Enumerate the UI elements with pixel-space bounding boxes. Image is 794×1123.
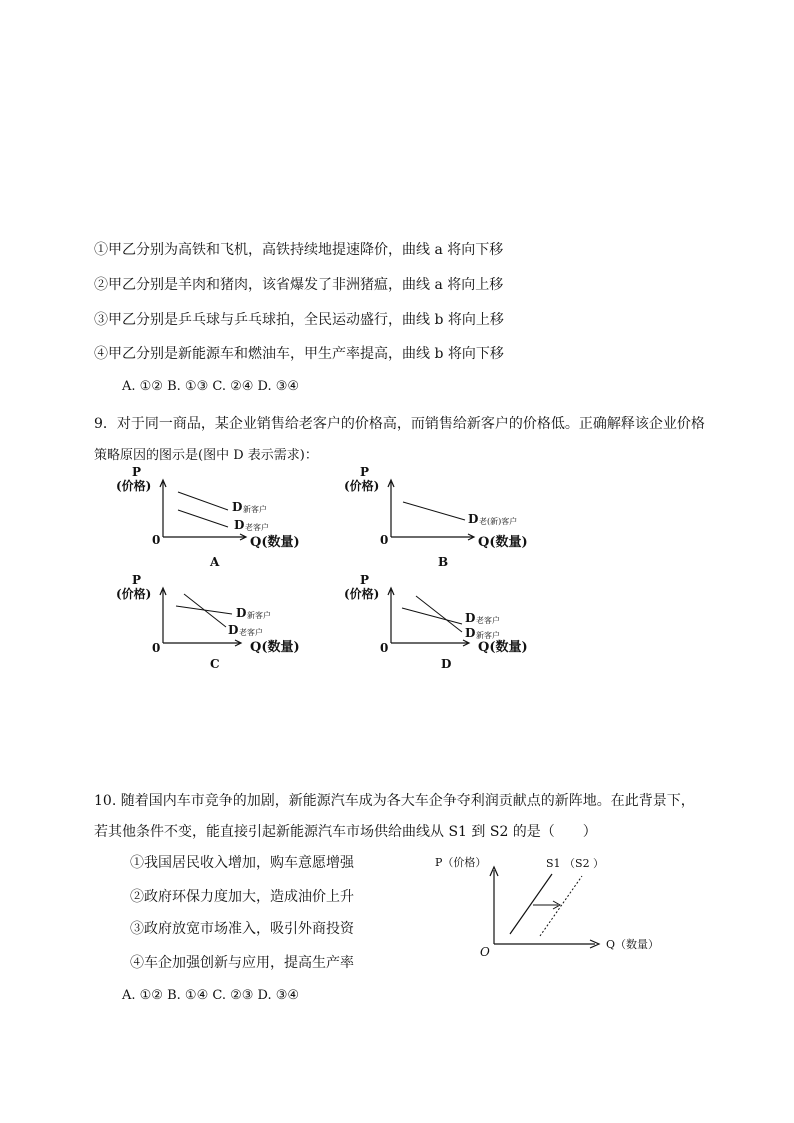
q8-option-2: ②甲乙分别是羊肉和猪肉，该省爆发了非洲猪瘟，曲线 a 将向上移 <box>94 277 504 293</box>
q10-option-2: ②政府环保力度加大，造成油价上升 <box>130 889 354 905</box>
d-sub-label: 老(新)客户 <box>479 517 518 526</box>
d-label: D <box>228 623 239 637</box>
demand-curve-old <box>184 594 226 627</box>
d-sub-label: 新客户 <box>247 611 271 620</box>
p-axis-sub: (价格) <box>344 587 380 601</box>
p-axis-label: P <box>360 465 370 479</box>
graph-label: C <box>210 657 220 671</box>
q-axis-label: Q(数量) <box>478 640 528 655</box>
p-axis-label: P <box>360 573 370 587</box>
origin-label: 0 <box>380 641 389 655</box>
q8-answer-choices: A. ①② B. ①③ C. ②④ D. ③④ <box>122 379 300 394</box>
d-label: D <box>234 518 245 532</box>
demand-curve-old <box>178 510 228 527</box>
q9-stem-line-2: 策略原因的图示是(图中 D 表示需求)： <box>94 448 318 463</box>
d-sub-label: 老客户 <box>245 523 269 532</box>
demand-curve-old-new <box>403 502 465 520</box>
origin-label: 0 <box>152 533 161 547</box>
q10-stem-line-1: 10. 随着国内车市竞争的加剧，新能源汽车成为各大车企争夺利润贡献点的新阵地。在此背景下， <box>94 793 695 809</box>
p-axis-sub: (价格) <box>116 479 152 493</box>
q10-option-1: ①我国居民收入增加，购车意愿增强 <box>130 855 354 871</box>
d-sub-label: 新客户 <box>243 505 267 514</box>
q-axis-label: Q(数量) <box>478 535 528 550</box>
demand-curve-new <box>178 492 228 510</box>
origin-label: 0 <box>380 533 389 547</box>
q10-stem-line-2: 若其他条件不变，能直接引起新能源汽车市场供给曲线从 S1 到 S2 的是（ ） <box>94 824 597 840</box>
q8-option-4: ④甲乙分别是新能源车和燃油车，甲生产率提高，曲线 b 将向下移 <box>94 346 504 362</box>
q-axis-label: Q(数量) <box>250 535 300 550</box>
q9-graph-d <box>338 570 558 680</box>
q10-option-3: ③政府放宽市场准入，吸引外商投资 <box>130 921 354 937</box>
p-axis-label: P <box>132 465 142 479</box>
origin-label: O <box>480 945 490 959</box>
p-axis-sub: (价格) <box>116 587 152 601</box>
p-axis-label: P（价格） <box>435 856 487 869</box>
q10-supply-graph <box>430 850 690 960</box>
d-label: D <box>232 500 243 514</box>
graph-label: D <box>441 657 452 671</box>
d-sub-label: 新客户 <box>476 631 500 640</box>
q9-graph-c <box>110 570 330 680</box>
curve-label: S1 （S2 ） <box>546 857 605 870</box>
q9-graph-a <box>110 462 330 572</box>
p-axis-sub: (价格) <box>344 479 380 493</box>
q10-option-4: ④车企加强创新与应用，提高生产率 <box>130 955 354 971</box>
d-label: D <box>465 611 476 625</box>
q9-stem-line-1: 9．对于同一商品，某企业销售给老客户的价格高，而销售给新客户的价格低。正确解释该企业价格 <box>94 416 705 432</box>
q-axis-label: Q(数量) <box>250 640 300 655</box>
d-label: D <box>465 626 476 640</box>
demand-curve-old <box>402 608 462 624</box>
q10-answer-choices: A. ①② B. ①④ C. ②③ D. ③④ <box>122 988 300 1003</box>
d-sub-label: 老客户 <box>476 616 500 625</box>
q-axis-label: Q（数量） <box>606 938 660 951</box>
supply-curve-s1 <box>510 874 552 934</box>
q8-option-1: ①甲乙分别为高铁和飞机，高铁持续地提速降价，曲线 a 将向下移 <box>94 242 504 258</box>
d-label: D <box>236 606 247 620</box>
graph-label: B <box>438 555 449 569</box>
q9-graph-b <box>338 462 558 572</box>
graph-label: A <box>210 555 220 569</box>
d-sub-label: 老客户 <box>239 628 263 637</box>
d-label: D <box>468 512 479 526</box>
origin-label: 0 <box>152 641 161 655</box>
supply-curve-s2 <box>540 876 582 936</box>
q8-option-3: ③甲乙分别是乒乓球与乒乓球拍，全民运动盛行，曲线 b 将向上移 <box>94 312 504 328</box>
p-axis-label: P <box>132 573 142 587</box>
